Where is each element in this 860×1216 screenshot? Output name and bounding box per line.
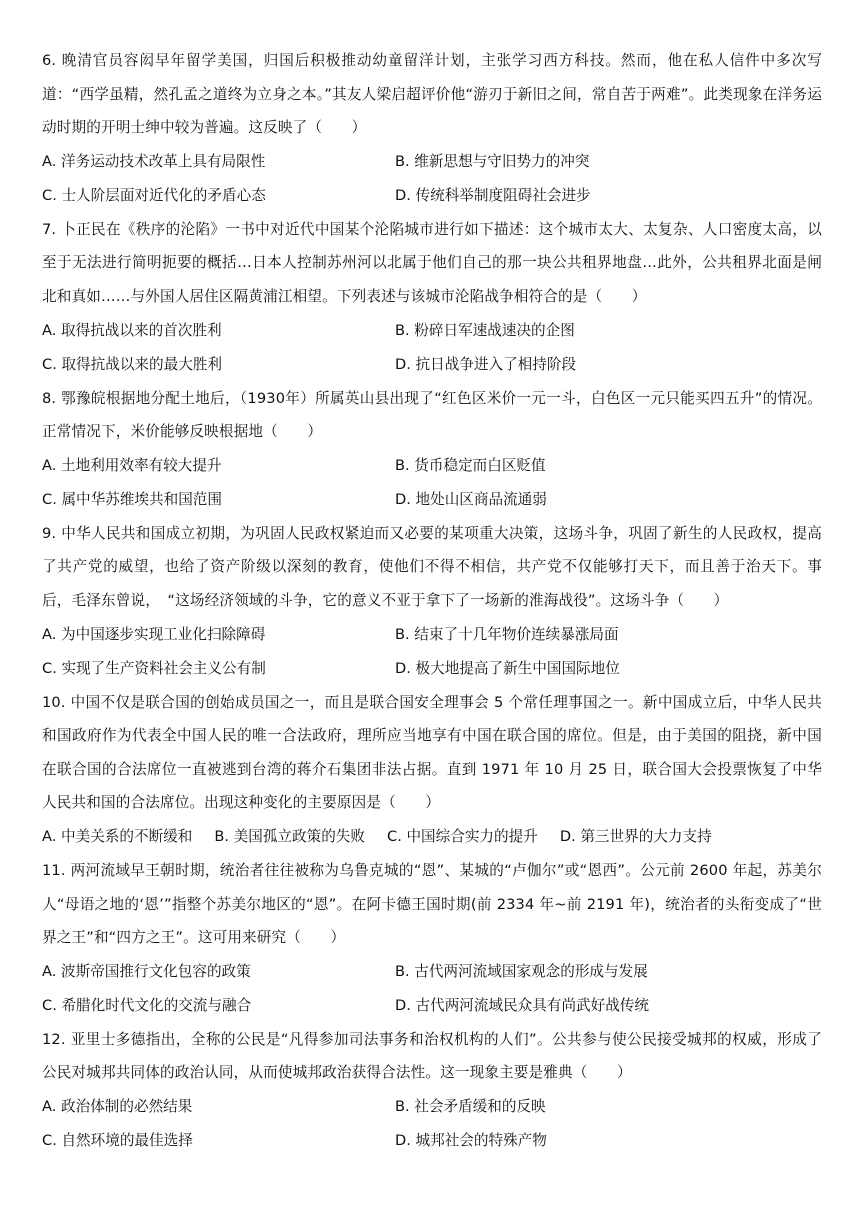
option-c: C. 属中华苏维埃共和国范围 bbox=[42, 490, 223, 508]
question-stem: 10. 中国不仅是联合国的创始成员国之一，而且是联合国安全理事会 5 个常任理事国之一。新中国成立后，中华人民共和国政府作为代表全中国人民的唯一合法政府，理所应当地享有中国在联合国的席位。但是，由于美国的阻挠，新中国在联合国的合法席位一直被逃到台湾的蒋介石集团非法占据。直到 1971 年 10 月 25 日，联合国大会投票恢复了中华人民共和国的合法席位。出现这种变化的主要原因是（ ） bbox=[42, 693, 822, 812]
option-b: B. 结束了十几年物价连续暴涨局面 bbox=[395, 625, 619, 643]
question-12 bbox=[42, 1023, 822, 1158]
option-c: C. 自然环境的最佳选择 bbox=[42, 1131, 193, 1149]
option-a: A. 取得抗战以来的首次胜利 bbox=[42, 321, 222, 339]
question-7 bbox=[42, 213, 822, 382]
option-d: D. 极大地提高了新生中国国际地位 bbox=[395, 659, 620, 677]
question-stem: 11. 两河流域早王朝时期，统治者往往被称为乌鲁克城的“恩”、某城的“卢伽尔”或“恩西”。公元前 2600 年起，苏美尔人“母语之地的‘恩’”指整个苏美尔地区的“恩”。在阿卡德王国时期(前 2334 年~前 2191 年)，统治者的头衔变成了“世界之王”和“四方之王”。这可用来研究（ ） bbox=[42, 861, 822, 947]
option-d: D. 抗日战争进入了相持阶段 bbox=[395, 355, 577, 373]
option-c: C. 实现了生产资料社会主义公有制 bbox=[42, 659, 266, 677]
option-b: B. 维新思想与守旧势力的冲突 bbox=[395, 152, 590, 170]
option-a: A. 政治体制的必然结果 bbox=[42, 1097, 193, 1115]
question-stem: 9. 中华人民共和国成立初期，为巩固人民政权紧迫而又必要的某项重大决策，这场斗争，巩固了新生的人民政权，提高了共产党的威望，也给了资产阶级以深刻的教育，使他们不得不相信，共产党不仅能够打天下，而且善于治天下。事后，毛泽东曾说， “这场经济领域的斗争，它的意义不亚于拿下了一场新的淮海战役”。这场斗争（ ） bbox=[42, 524, 822, 609]
option-c: C. 士人阶层面对近代化的矛盾心态 bbox=[42, 186, 266, 204]
options bbox=[42, 618, 822, 686]
option-a: A. 波斯帝国推行文化包容的政策 bbox=[42, 962, 251, 980]
option-b: B. 古代两河流域国家观念的形成与发展 bbox=[395, 962, 648, 980]
option-d: D. 城邦社会的特殊产物 bbox=[395, 1131, 547, 1149]
options bbox=[42, 449, 822, 517]
option-a: A. 洋务运动技术改革上具有局限性 bbox=[42, 152, 266, 170]
question-8 bbox=[42, 382, 822, 517]
question-stem: 7. 卜正民在《秩序的沦陷》一书中对近代中国某个沦陷城市进行如下描述：这个城市太大、太复杂、人口密度太高，以至于无法进行简明扼要的概括…日本人控制苏州河以北属于他们自己的那一块公共租界地盘…此外，公共租界北面是闸北和真如……与外国人居住区隔黄浦江相望。下列表述与该城市沦陷战争相符合的是（ ） bbox=[42, 220, 822, 305]
option-a: A. 土地利用效率有较大提升 bbox=[42, 456, 222, 474]
option-a: A. 为中国逐步实现工业化扫除障碍 bbox=[42, 625, 266, 643]
options bbox=[42, 955, 822, 1023]
option-d: D. 传统科举制度阻碍社会进步 bbox=[395, 186, 591, 204]
options bbox=[42, 145, 822, 213]
question-11 bbox=[42, 854, 822, 1023]
option-c: C. 取得抗战以来的最大胜利 bbox=[42, 355, 223, 373]
option-c: C. 希腊化时代文化的交流与融合 bbox=[42, 996, 252, 1014]
option-d: D. 古代两河流域民众具有尚武好战传统 bbox=[395, 996, 650, 1014]
exam-page bbox=[42, 44, 822, 1158]
options bbox=[42, 314, 822, 382]
question-10 bbox=[42, 686, 822, 854]
question-stem: 6. 晚清官员容闳早年留学美国，归国后积极推动幼童留洋计划，主张学习西方科技。然而，他在私人信件中多次写道：“西学虽精，然孔孟之道终为立身之本。”其友人梁启超评价他“游刃于新旧之间，常自苦于两难”。此类现象在洋务运动时期的开明士绅中较为普遍。这反映了（ ） bbox=[42, 52, 822, 137]
options bbox=[42, 1090, 822, 1158]
option-a: A. 中美关系的不断缓和 bbox=[42, 827, 193, 845]
question-6 bbox=[42, 44, 822, 213]
option-b: B. 社会矛盾缓和的反映 bbox=[395, 1097, 546, 1115]
option-b: B. 美国孤立政策的失败 bbox=[214, 827, 365, 845]
option-b: B. 货币稳定而白区贬值 bbox=[395, 456, 546, 474]
option-c: C. 中国综合实力的提升 bbox=[387, 827, 538, 845]
option-d: D. 第三世界的大力支持 bbox=[559, 827, 712, 845]
question-9 bbox=[42, 517, 822, 686]
option-b: B. 粉碎日军速战速决的企图 bbox=[395, 321, 575, 339]
question-stem: 12. 亚里士多德指出，全称的公民是“凡得参加司法事务和治权机构的人们”。公共参与使公民接受城邦的权威，形成了公民对城邦共同体的政治认同，从而使城邦政治获得合法性。这一现象主要是雅典（ ） bbox=[42, 1030, 822, 1082]
question-stem: 8. 鄂豫皖根据地分配土地后，（1930年）所属英山县出现了“红色区米价一元一斗，白色区一元只能买四五升”的情况。正常情况下，米价能够反映根据地（ ） bbox=[42, 389, 822, 441]
option-d: D. 地处山区商品流通弱 bbox=[395, 490, 547, 508]
options bbox=[42, 820, 822, 854]
